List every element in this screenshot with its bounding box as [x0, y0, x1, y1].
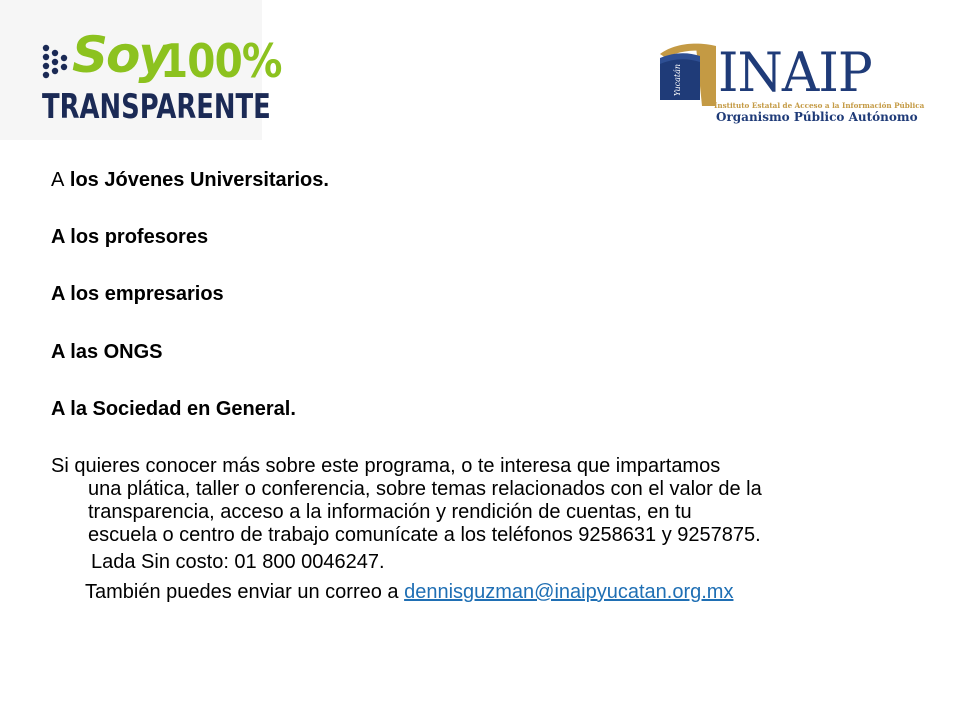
audience-ongs: A las ONGS	[51, 341, 163, 363]
toll-free-line: Lada Sin costo: 01 800 0046247.	[91, 551, 385, 573]
audience-universitarios-rest: los Jóvenes Universitarios.	[64, 169, 329, 191]
soy-transparente-logo	[0, 0, 282, 140]
logo-subtitle: Organismo Público Autónomo	[716, 110, 918, 124]
email-line	[85, 581, 733, 604]
info-first-line: Si quieres conocer más sobre este programa, o te interesa que impartamos	[51, 455, 721, 477]
email-link[interactable]: dennisguzman@inaipyucatan.org.mx	[404, 581, 734, 603]
logo-vertical-text: Yucatán	[673, 63, 682, 97]
logo-transparente-text: TRANSPARENTE	[42, 87, 271, 127]
info-line-4: escuela o centro de trabajo comunícate a los teléfonos 9258631 y 9257875.	[88, 524, 761, 546]
audience-empresarios: A los empresarios	[51, 283, 224, 305]
logo-soy-text: Soy	[72, 26, 169, 84]
audience-universitarios-prefix: A	[51, 169, 65, 191]
info-line-2: una plática, taller o conferencia, sobre temas relacionados con el valor de la	[88, 478, 762, 500]
audience-profesores: A los profesores	[51, 226, 209, 248]
logo-tagline: Instituto Estatal de Acceso a la Información Pública	[714, 101, 925, 110]
logo-percent-text: 100%	[160, 34, 282, 88]
book-emblem-icon	[656, 40, 720, 106]
email-prefix: También puedes enviar un correo a	[85, 581, 405, 603]
dot-grid-icon	[42, 44, 70, 86]
audience-sociedad: A la Sociedad en General.	[51, 398, 296, 420]
info-line-3: transparencia, acceso a la información y rendición de cuentas, en tu	[88, 501, 692, 523]
info-paragraph	[51, 455, 911, 547]
inaip-logo	[656, 40, 925, 130]
logo-inaip-text: INAIP	[718, 41, 872, 104]
audience-universitarios	[51, 168, 329, 192]
